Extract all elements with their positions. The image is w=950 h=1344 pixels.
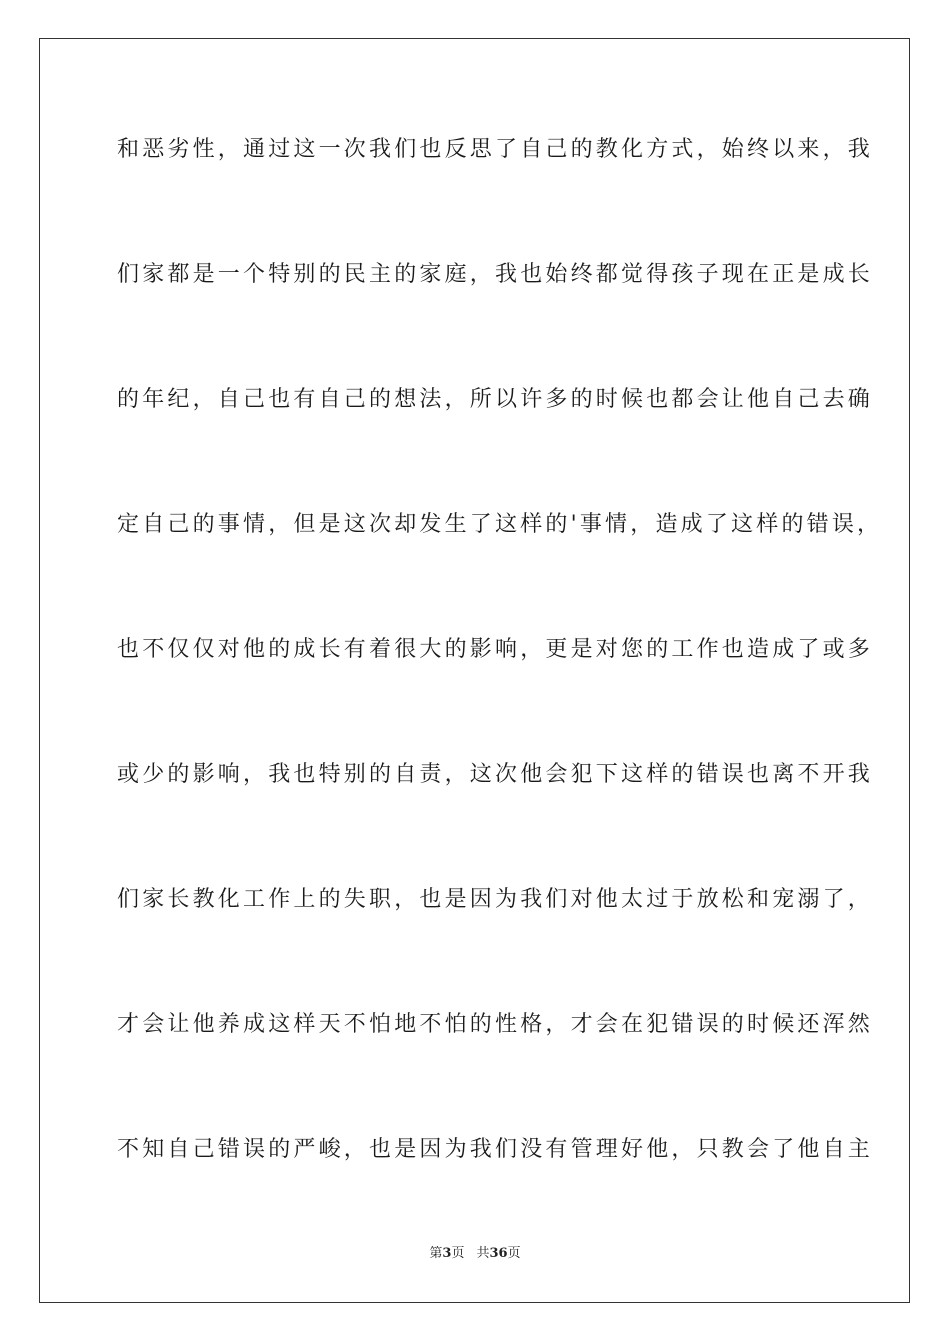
- footer-page-prefix: 第: [429, 1246, 443, 1261]
- page-border: [39, 38, 910, 1303]
- footer-page-number: 3: [442, 1246, 452, 1261]
- footer-total-suffix: 页: [507, 1246, 521, 1261]
- body-text-line-1: 和恶劣性，通过这一次我们也反思了自己的教化方式，始终以来，我: [117, 137, 874, 162]
- body-text-line-6: 或少的影响，我也特别的自责，这次他会犯下这样的错误也离不开我: [117, 762, 874, 787]
- footer-page-suffix: 页: [451, 1246, 465, 1261]
- body-text-line-2: 们家都是一个特别的民主的家庭，我也始终都觉得孩子现在正是成长: [117, 262, 874, 287]
- body-text-line-5: 也不仅仅对他的成长有着很大的影响，更是对您的工作也造成了或多: [117, 637, 874, 662]
- footer-total-pages: 36: [489, 1246, 508, 1261]
- body-text-line-4: 定自己的事情，但是这次却发生了这样的'事情，造成了这样的错误，: [117, 512, 883, 537]
- footer-total-prefix: 共: [476, 1246, 490, 1261]
- page-footer: [0, 1245, 950, 1263]
- body-text-line-7: 们家长教化工作上的失职，也是因为我们对他太过于放松和宠溺了，: [117, 887, 874, 912]
- body-text-line-8: 才会让他养成这样天不怕地不怕的性格，才会在犯错误的时候还浑然: [117, 1012, 874, 1037]
- body-text-line-9: 不知自己错误的严峻，也是因为我们没有管理好他，只教会了他自主: [117, 1137, 874, 1162]
- body-text-line-3: 的年纪，自己也有自己的想法，所以许多的时候也都会让他自己去确: [117, 387, 874, 412]
